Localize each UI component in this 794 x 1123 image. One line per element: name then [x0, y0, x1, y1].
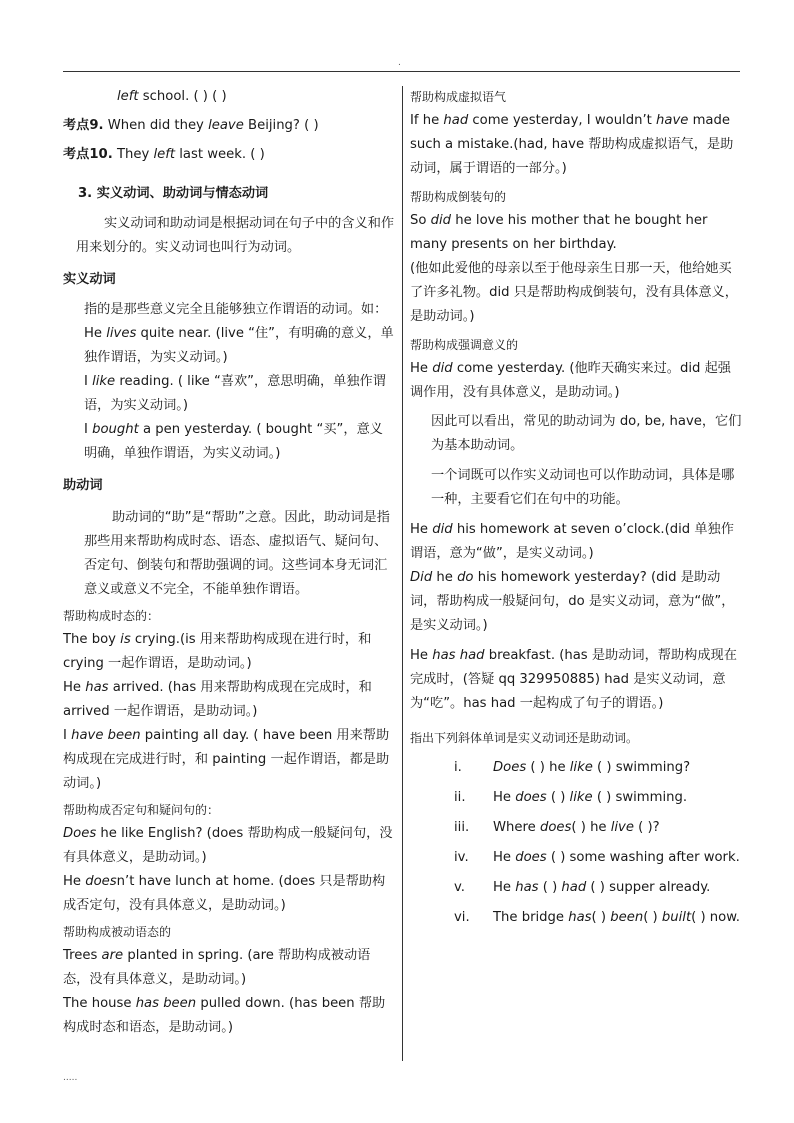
- exercise-text: ( ) he: [526, 760, 570, 775]
- exercise-item: [410, 816, 742, 840]
- did-example-main: He did his homework at seven o’clock.(did 单独作谓语，意为“做”，是实义动词。): [410, 522, 734, 561]
- emphasis-title: 帮助构成强调意义的: [410, 338, 519, 352]
- exercise-italic-word: been: [610, 910, 644, 925]
- exercise-text: ( ): [546, 790, 570, 805]
- emphasis-example: He did come yesterday. (他昨天确实来过。did 起强调作用，没有具体意义，是助动词。): [410, 361, 731, 400]
- exercise-text: Where: [493, 820, 540, 835]
- exercise-italic-word: does: [515, 850, 547, 865]
- tense-example-have-been: I have been painting all day. ( have been 用来帮助构成现在完成进行时，和 painting 一起作谓语，都是助动词。): [63, 728, 390, 791]
- example-bought: I bought a pen yesterday. ( bought “买”，意义明确，单独作谓语，为实义动词。): [84, 422, 383, 461]
- kaodian-10: 考点10. They left last week. ( ): [63, 147, 265, 162]
- exercise-italic-word: live: [610, 820, 634, 835]
- exercise-text: He: [493, 790, 516, 805]
- exercise-text: ( ) swimming?: [592, 760, 691, 775]
- exercise-number: iv.: [454, 850, 469, 865]
- exercise-item: [410, 756, 742, 780]
- exercise-text: ( ): [643, 910, 662, 925]
- tense-example-has: He has arrived. (has 用来帮助构成现在完成时，和 arrived 一起作谓语，是助动词。): [63, 680, 372, 719]
- right-column: [410, 85, 742, 936]
- exercise-text: ( ) some washing after work.: [546, 850, 740, 865]
- shiyi-title: 实义动词: [63, 272, 116, 287]
- section-3-title: 3. 实义动词、助动词与情态动词: [78, 186, 269, 201]
- neg-title: 帮助构成否定句和疑问句的：: [63, 803, 220, 817]
- exercise-italic-word: like: [569, 790, 593, 805]
- passive-title: 帮助构成被动语态的: [63, 925, 172, 939]
- exercise-text: ( ): [538, 880, 562, 895]
- example-like: I like reading. ( like “喜欢”，意思明确，单独作谓语，为实义动词。): [84, 374, 386, 413]
- exercise-number: iii.: [454, 820, 470, 835]
- exercise-italic-word: Does: [493, 760, 527, 775]
- exercise-italic-word: had: [561, 880, 587, 895]
- exercise-text: ( ) swimming.: [592, 790, 688, 805]
- exercise-text: ( ): [591, 910, 611, 925]
- inversion-example: So did he love his mother that he bought her many presents on her birthday.: [410, 213, 708, 252]
- example-lives: He lives quite near. (live “住”，有明确的意义，单独作谓语，为实义动词。): [84, 326, 394, 365]
- shiyi-block: [63, 298, 395, 466]
- exercise-number: i.: [454, 760, 462, 775]
- passive-example-has-been: The house has been pulled down. (has been 帮助构成时态和语态，是助动词。): [63, 996, 386, 1035]
- tense-title: 帮助构成时态的：: [63, 609, 160, 623]
- exercise-italic-word: like: [569, 760, 593, 775]
- neg-example-does: Does he like English? (does 帮助构成一般疑问句，没有具体意义，是助动词。): [63, 826, 393, 865]
- subjunctive-example: If he had come yesterday, I wouldn’t have made such a mistake.(had, have 帮助构成虚拟语气，是助动词，属于谓语的一部分。): [410, 113, 734, 176]
- exercise-text: ( ) now.: [691, 910, 740, 925]
- exercise-text: He: [493, 880, 516, 895]
- exercise-italic-word: does: [539, 820, 572, 835]
- kaodian-9: 考点9. When did they leave Beijing? ( ): [63, 118, 319, 133]
- exercise-text: ( )?: [633, 820, 660, 835]
- exercise-number: v.: [454, 880, 465, 895]
- left-school-line: left school. ( ) ( ): [117, 89, 227, 104]
- exercise-italic-word: does: [515, 790, 547, 805]
- summary-common-aux: 因此可以看出，常见的助动词为 do, be, have，它们为基本助动词。: [431, 414, 742, 453]
- left-column: [63, 85, 395, 1040]
- did-example-question: Did he do his homework yesterday? (did 是助动词，帮助构成一般疑问句，do 是实义动词，意为“做”，是实义动词。): [410, 570, 735, 633]
- inversion-note: (他如此爱他的母亲以至于他母亲生日那一天，他给她买了许多礼物。did 只是帮助构成倒装句，没有具体意义，是助动词。): [410, 261, 738, 324]
- exercise-item: [410, 846, 742, 870]
- exercise-italic-word: has: [515, 880, 539, 895]
- exercise-text: He: [493, 850, 516, 865]
- exercise-italic-word: has: [568, 910, 592, 925]
- exercise-list: [410, 756, 742, 930]
- exercise-text: The bridge: [493, 910, 569, 925]
- exercise-item: [410, 786, 742, 810]
- exercise-item: [410, 876, 742, 900]
- exercise-text: ( ) supper already.: [586, 880, 711, 895]
- subjunctive-title: 帮助构成虚拟语气: [410, 90, 507, 104]
- inversion-title: 帮助构成倒装句的: [410, 190, 507, 204]
- exercise-title: 指出下列斜体单词是实义动词还是助动词。: [410, 731, 639, 745]
- header-rule: [63, 71, 740, 72]
- shiyi-definition: 指的是那些意义完全且能够独立作谓语的动词。如：: [84, 302, 388, 317]
- exercise-item: [410, 906, 742, 930]
- exercise-italic-word: built: [661, 910, 692, 925]
- column-divider: [402, 86, 403, 1061]
- has-had-example: He has had breakfast. (has 是助动词，帮助构成现在完成时，(答疑 qq 329950885) had 是实义动词，意为“吃”。has had 一起构成了句子的谓语。): [410, 648, 737, 711]
- zhu-definition: 助动词的“助”是“帮助”之意。因此，助动词是指那些用来帮助构成时态、语态、虚拟语气、疑问句、否定句、倒装句和帮助强调的词。这些词本身无词汇意义或意义不完全，不能单独作谓语。: [84, 510, 390, 597]
- tense-example-is: The boy is crying.(is 用来帮助构成现在进行时，和 crying 一起作谓语，是助动词。): [63, 632, 372, 671]
- exercise-number: vi.: [454, 910, 470, 925]
- intro-paragraph: 实义动词和助动词是根据动词在句子中的含义和作用来划分的。实义动词也叫行为动词。: [76, 216, 395, 255]
- neg-example-doesnt: He doesn’t have lunch at home. (does 只是帮助构成否定句，没有具体意义，是助动词。): [63, 874, 386, 913]
- exercise-number: ii.: [454, 790, 466, 805]
- exercise-text: ( ) he: [571, 820, 611, 835]
- summary-function: 一个词既可以作实义动词也可以作助动词，具体是哪一种，主要看它们在句中的功能。: [431, 468, 735, 507]
- zhu-title: 助动词: [63, 478, 103, 493]
- passive-example-are: Trees are planted in spring. (are 帮助构成被动语态，没有具体意义，是助动词。): [63, 948, 371, 987]
- footer-dots: .....: [63, 1073, 78, 1083]
- header-dot: .: [398, 58, 401, 68]
